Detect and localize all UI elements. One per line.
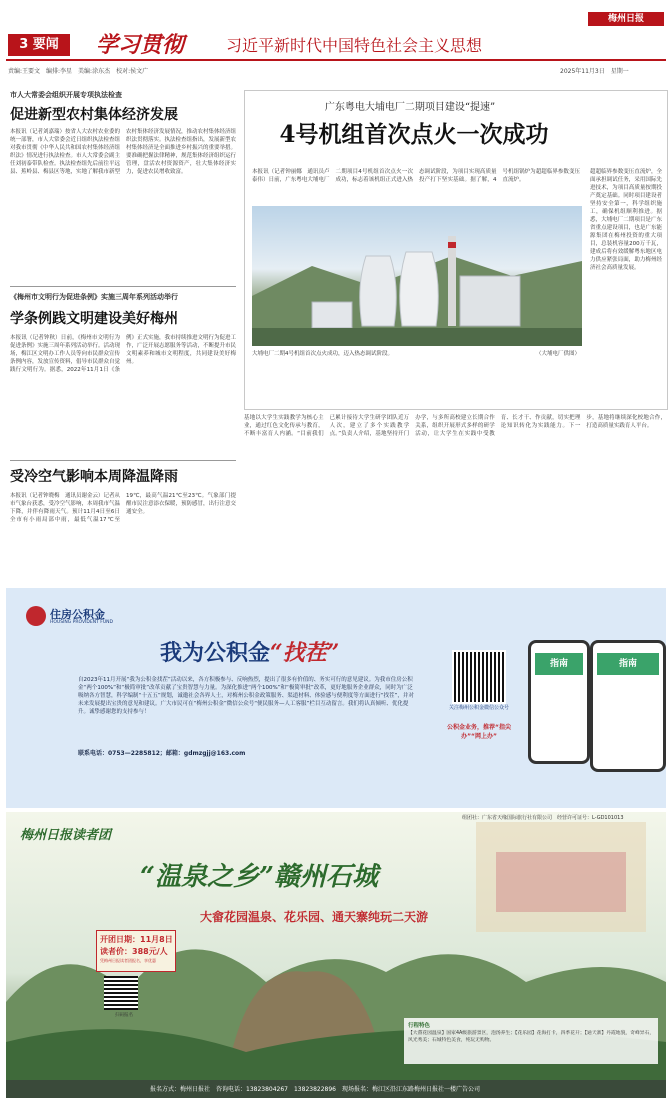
divider (10, 460, 236, 461)
article3-headline: 受冷空气影响本周降温降雨 (10, 469, 178, 485)
feature-headline: 4号机组首次点火一次成功 (279, 121, 549, 148)
tour-subtitle: 大畲花园温泉、花乐园、通天寨纯玩二天游 (200, 910, 429, 924)
tour-features-body: 【大畲花园温泉】国家4A级旅游景区，泡汤养生；【花乐园】花海打卡，四季花开；【通天寨】丹霞地貌，奇峰异石，风光秀美；石城特色美食，纯玩无购物。 (408, 1031, 655, 1043)
issue-date: 2025年11月3日 星期一 (560, 68, 629, 75)
online-service-note: 公积金业务，推荐“指尖办”“网上办” (447, 724, 511, 740)
staff-credits: 责编:王要文 编排:李星 美编:涂东杰 校对:侯文广 (8, 68, 149, 75)
housing-fund-body: 自2023年11月开展“我为公积金找茬”活动以来，各方积极参与、反响热烈，提出了很多有价值的、务实可行的意见建议。为我市住房公积金“两个100%”和“极简审批”改革贡献了宝贵智慧与力量。为深化推进“两个100%”和“极简审批”改革，更好地服务企业群众，同时为广泛吸纳各方智慧，科学编制“十五五”规划，诚邀社会各界人士，对梅州公积金政策服务、渠道材料、体验感与便利度等方面进行“找茬”，并对未来发展提出宝贵的意见和建议。广大市民可在“梅州公积金”微信公众号“便民服务—人工客服”栏目互动留言。我们将认真倾听、优化提升。诚挚感谢您的支持参与！ (78, 677, 414, 715)
tour-date: 开团日期：11月8日 (100, 935, 173, 944)
header-rule (6, 59, 666, 61)
phone-guide-header: 指南 (535, 653, 583, 675)
scan-note: 扫码报名 (115, 1013, 133, 1018)
feature-right-body: 超超临界参数变压直流炉，全面承担调试任务，采用国际先进技术，为项目高质量按期投产奠定基础。同时项目建设者坚持安全第一，科学组织施工，确保机组顺利推进。据悉，大埔电厂二期项目是广东省重点建设项目，也是广东能源集团在梅州投资的重大项目，总装机容量200万千瓦，建成后将有效缓解粤东地区电力供应紧张局面，助力梅州经济社会高质量发展。 (590, 169, 662, 271)
qr-label: 关注梅州公积金微信公众号 (448, 705, 509, 711)
page-number-badge: 3 要闻 (8, 34, 70, 56)
article2-kicker: 《梅州市文明行为促进条例》实施三周年系列活动举行 (10, 293, 178, 301)
divider (10, 286, 236, 287)
article1-headline: 促进新型农村集体经济发展 (10, 107, 178, 123)
phone-mockup-right (590, 640, 666, 772)
article1-kicker: 市人大常委会组织开展专项执法检查 (10, 91, 122, 99)
power-plant-photo (252, 206, 582, 346)
housing-fund-qr-code (452, 650, 506, 704)
newspaper-brand: 梅州日报 (588, 12, 664, 26)
feature-kicker: 广东粤电大埔电厂二期项目建设“提速” (324, 102, 496, 113)
tour-operator-note: 组团社：广东省天缘国际旅行社有限公司 经营许可证号：L-GD101013 (462, 815, 624, 821)
ad-footer-text: 报名方式：梅州日报社 咨询电话：13823804267 13823822896 现场报名：梅江区沿江东路梅州日报社一楼广告公司 (150, 1086, 480, 1093)
column-subtitle: 习近平新时代中国特色社会主义思想 (226, 36, 483, 55)
feature-lead: 本报讯（记者钟丽娜 通讯员卢泰伟）日前，广东粤电大埔电厂二期项目4号机组首次点火一次成功，标志着该机组正式进入热态调试阶段，为项目实现高质量投产打下坚实基础。据了解，4号机组锅炉为超超临界参数变压直流炉。 (252, 169, 580, 183)
article2-body: 本报讯（记者钟秋）日前，《梅州市文明行为促进条例》实施三周年系列活动举行。活动现场，梅江区文明办工作人员等向市民群众宣传条例内容，发放宣传资料，倡导市民群众自觉践行文明行为。据悉，2022年11月1日《条例》正式实施，我市持续推进文明行为促进工作，广泛开展志愿服务等活动，不断提升市民文明素养和城市文明程度，共同建设美好梅州。 (10, 335, 236, 373)
housing-fund-title: 我为公积金“找茬” (160, 640, 340, 666)
housing-fund-contact: 联系电话：0753—2285812；邮箱：gdmzgjj@163.com (78, 750, 246, 757)
feature-photo-credit: （大埔电厂供图） (535, 351, 580, 357)
article3-body: 本报讯（记者钟晓梅 通讯员谢金云）记者从市气象台获悉，受冷空气影响，本周我市气温下降，并伴有降雨天气。预计11月4日至6日全市有小雨局部中雨，最低气温17℃至19℃，最高气温21℃至23℃。气象部门提醒市民注意添衣保暖，预防感冒，出行注意交通安全。 (10, 493, 236, 523)
tour-title: “温泉之乡”赣州石城 (140, 862, 378, 892)
tour-qr-code (104, 976, 138, 1010)
housing-fund-logo-icon (26, 606, 46, 626)
ticket-note: 凭梅州日报读者团报名，享优惠 (100, 958, 156, 963)
article4-body: 基地以大学生实践教学为核心主业，通过红色文化传承与教育，不断丰富育人内涵。“目前我们已累计接待大学生研学团队近万人次，建立了多个实践教学点。”负责人介绍，基地坚持开门办学，与多所高校建立长期合作关系，组织开展形式多样的研学活动，让大学生在实践中受教育、长才干、作贡献，切实把理论知识转化为实践能力。下一步，基地将继续深化校地合作，打造高质量实践育人平台。 (244, 415, 666, 437)
page-header (0, 0, 672, 62)
tour-price: 读者价：388元/人 (100, 947, 168, 956)
housing-fund-name-en: HOUSING PROVIDENT FUND (50, 620, 113, 625)
phone-guide-header: 指南 (597, 653, 659, 675)
column-title: 学习贯彻 (96, 32, 185, 58)
article2-headline: 学条例践文明建设美好梅州 (10, 311, 178, 327)
housing-fund-name: 住房公积金 (50, 608, 105, 621)
reader-tour-logo: 梅州日报读者团 (20, 828, 112, 843)
power-plant-illustration (252, 206, 582, 346)
phone-mockup-left (528, 640, 590, 764)
feature-caption: 大埔电厂二期4号机组首次点火成功，迈入热态调试阶段。 (252, 351, 394, 357)
article1-body: 本报讯（记者刘嘉瑞）按省人大农村农业委的统一部署，市人大常委会近日组织执法检查组对我市贯彻《中华人民共和国农村集体经济组织法》情况进行执法检查。市人大常委会副主任刘初泰带队检查。执法检查组先后前往平远县、蕉岭县、梅县区等地，实地了解我市新型农村集体经济发展情况，推动农村集体经济组织法贯彻落实。执法检查组指出，发展新型农村集体经济是全面推进乡村振兴的重要举措。要准确把握法律精神，规范集体经济组织运行管理，盘活农村资源资产，壮大集体经济实力，促进农民增收致富。 (10, 129, 236, 175)
tour-features-title: 行程特色 (408, 1023, 431, 1029)
